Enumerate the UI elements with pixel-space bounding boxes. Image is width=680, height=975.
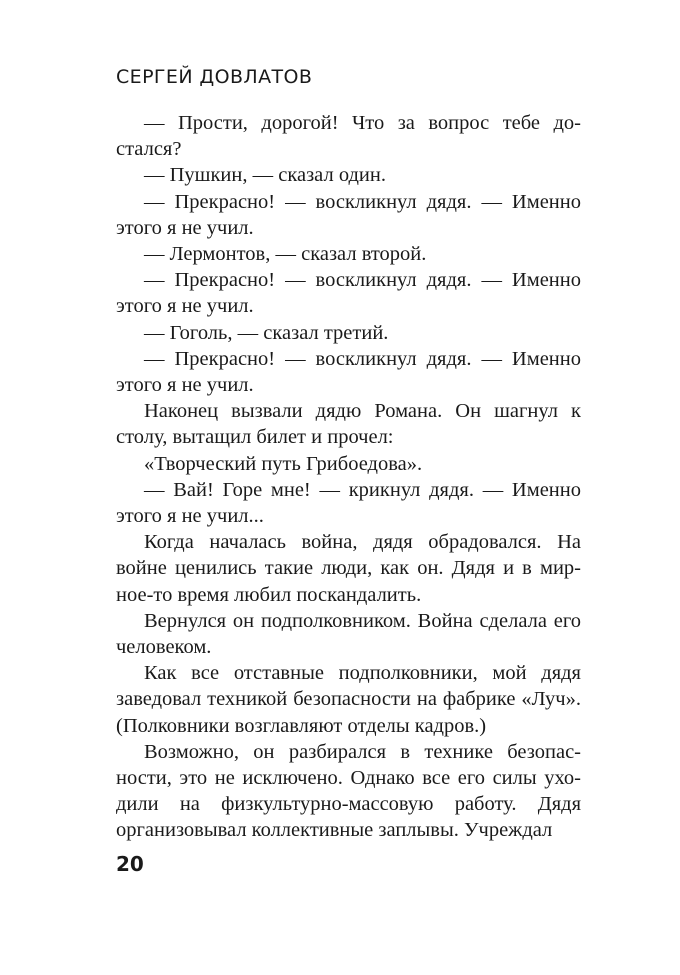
paragraph: — Прости, дорогой! Что за вопрос тебе достался? — [116, 112, 581, 161]
paragraph: — Пушкин, — сказал один. — [144, 164, 386, 187]
paragraph: — Вай! Горе мне! — крикнул дядя. — Именно этого я не учил... — [116, 478, 581, 528]
paragraph: — Лермонтов, — сказал второй. — [144, 243, 427, 266]
paragraph: — Прекрасно! — воскликнул дядя. — Именно этого я не учил. — [116, 347, 581, 397]
paragraph: Наконец вызвали дядю Романа. Он шагнул к столу, вытащил билет и прочел: — [116, 400, 581, 449]
running-head-author: СЕРГЕЙ ДОВЛАТОВ — [116, 66, 313, 88]
body-text — [116, 110, 581, 844]
paragraph: Когда началась война, дядя обрадовался. На войне ценились такие люди, как он. Дядя и в мирное-то время любил поскандалить. — [116, 531, 581, 606]
paragraph: — Гоголь, — сказал третий. — [144, 321, 389, 344]
paragraph: Возможно, он разбирался в технике безопасности, это не исключено. Однако все его силы уходили на физкультурно-массовую работу. Дядя организовывал коллективные заплывы. Учреждал — [116, 740, 581, 842]
paragraph: Вернулся он подполковником. Война сделала его человеком. — [116, 609, 581, 659]
paragraph: — Прекрасно! — воскликнул дядя. — Именно этого я не учил. — [116, 190, 581, 239]
paragraph: Как все отставные подполковники, мой дядя заведовал техникой безопасности на фабрике «Луч». (Полковники возглавляют отделы кадров.) — [116, 662, 581, 737]
paragraph: — Прекрасно! — воскликнул дядя. — Именно этого я не учил. — [116, 269, 581, 318]
page-number: 20 — [116, 852, 144, 876]
paragraph: «Творческий путь Грибоедова». — [144, 452, 423, 475]
